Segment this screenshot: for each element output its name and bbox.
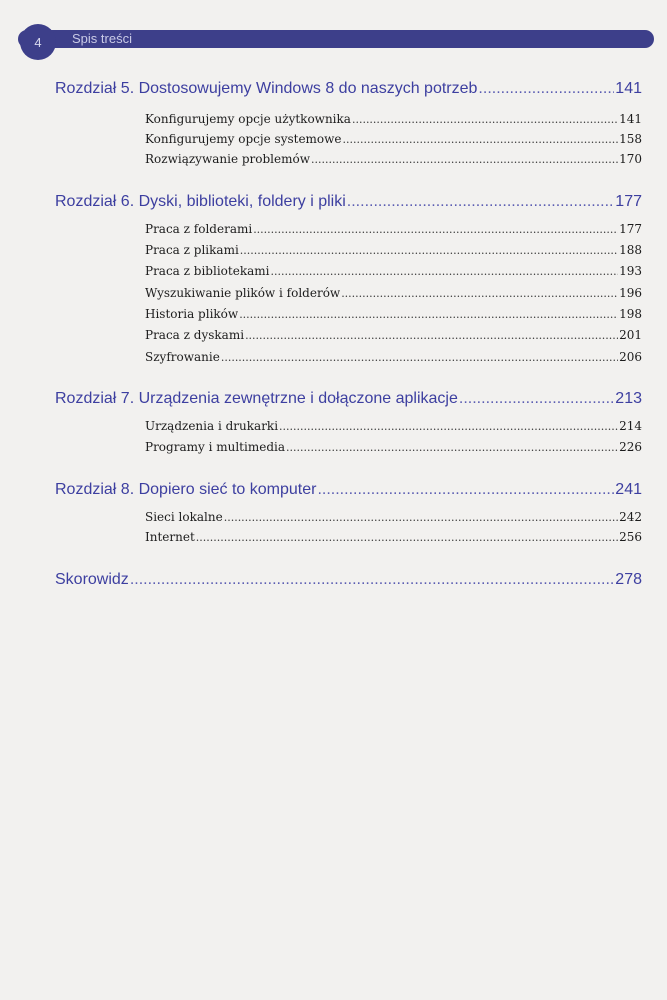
toc-section-row[interactable] [145,243,642,257]
section-title: Programy i multimedia [145,440,285,454]
section-title: Praca z bibliotekami [145,264,270,278]
dot-leader [347,193,615,211]
section-page-number: 226 [619,440,642,454]
dot-leader [478,80,614,98]
section-page-number: 188 [619,243,642,257]
section-title: Rozwiązywanie problemów [145,152,310,166]
header-title: Spis treści [72,31,132,46]
section-page-number: 141 [619,112,642,126]
dot-leader [270,265,618,278]
chapter-page-number: 177 [615,193,642,210]
section-title: Szyfrowanie [145,350,220,364]
toc-chapter-row[interactable] [55,193,642,211]
toc-section-row[interactable] [145,350,642,364]
toc-chapter-row[interactable] [55,80,642,98]
section-page-number: 177 [619,222,642,236]
toc-section-row[interactable] [145,152,642,166]
chapter-page-number: 141 [615,80,642,97]
chapter-title: Skorowidz [55,571,129,588]
page-number: 4 [34,34,42,50]
toc-chapter-row[interactable] [55,481,642,499]
dot-leader [317,481,614,499]
dot-leader [459,390,614,408]
section-page-number: 206 [619,350,642,364]
toc-section-row[interactable] [145,328,642,342]
dot-leader [311,153,618,166]
dot-leader [239,308,618,321]
dot-leader [221,351,618,364]
chapter-title: Rozdział 7. Urządzenia zewnętrzne i dołączone aplikacje [55,390,458,407]
section-title: Sieci lokalne [145,510,223,524]
toc-section-row[interactable] [145,112,642,126]
dot-leader [196,531,618,544]
chapter-title: Rozdział 5. Dostosowujemy Windows 8 do naszych potrzeb [55,80,478,97]
toc-section-row[interactable] [145,264,642,278]
section-page-number: 193 [619,264,642,278]
dot-leader [341,287,618,300]
chapter-page-number: 213 [615,390,642,407]
page-number-badge [20,24,56,60]
section-page-number: 201 [619,328,642,342]
section-page-number: 242 [619,510,642,524]
section-page-number: 170 [619,152,642,166]
dot-leader [253,223,618,236]
toc-section-row[interactable] [145,440,642,454]
toc-section-row[interactable] [145,307,642,321]
chapter-page-number: 241 [615,481,642,498]
section-title: Wyszukiwanie plików i folderów [145,286,341,300]
section-title: Konfigurujemy opcje systemowe [145,132,342,146]
section-title: Konfigurujemy opcje użytkownika [145,112,351,126]
chapter-title: Rozdział 8. Dopiero sieć to komputer [55,481,317,498]
section-title: Praca z dyskami [145,328,245,342]
section-page-number: 198 [619,307,642,321]
toc-section-row[interactable] [145,132,642,146]
toc-section-row[interactable] [145,530,642,544]
section-page-number: 196 [619,286,642,300]
section-title: Urządzenia i drukarki [145,419,279,433]
toc-section-row[interactable] [145,510,642,524]
toc-section-row[interactable] [145,222,642,236]
section-page-number: 256 [619,530,642,544]
section-title: Historia plików [145,307,239,321]
chapter-page-number: 278 [615,571,642,588]
dot-leader [224,511,618,524]
dot-leader [286,441,618,454]
toc-section-row[interactable] [145,286,642,300]
section-title: Internet [145,530,195,544]
dot-leader [130,571,614,589]
section-title: Praca z plikami [145,243,239,257]
chapter-title: Rozdział 6. Dyski, biblioteki, foldery i pliki [55,193,346,210]
dot-leader [279,420,618,433]
section-page-number: 214 [619,419,642,433]
dot-leader [352,113,618,126]
section-page-number: 158 [619,132,642,146]
toc-section-row[interactable] [145,419,642,433]
dot-leader [240,244,618,257]
dot-leader [245,329,618,342]
toc-chapter-row[interactable] [55,571,642,589]
dot-leader [343,133,619,146]
section-title: Praca z folderami [145,222,253,236]
toc-chapter-row[interactable] [55,390,642,408]
